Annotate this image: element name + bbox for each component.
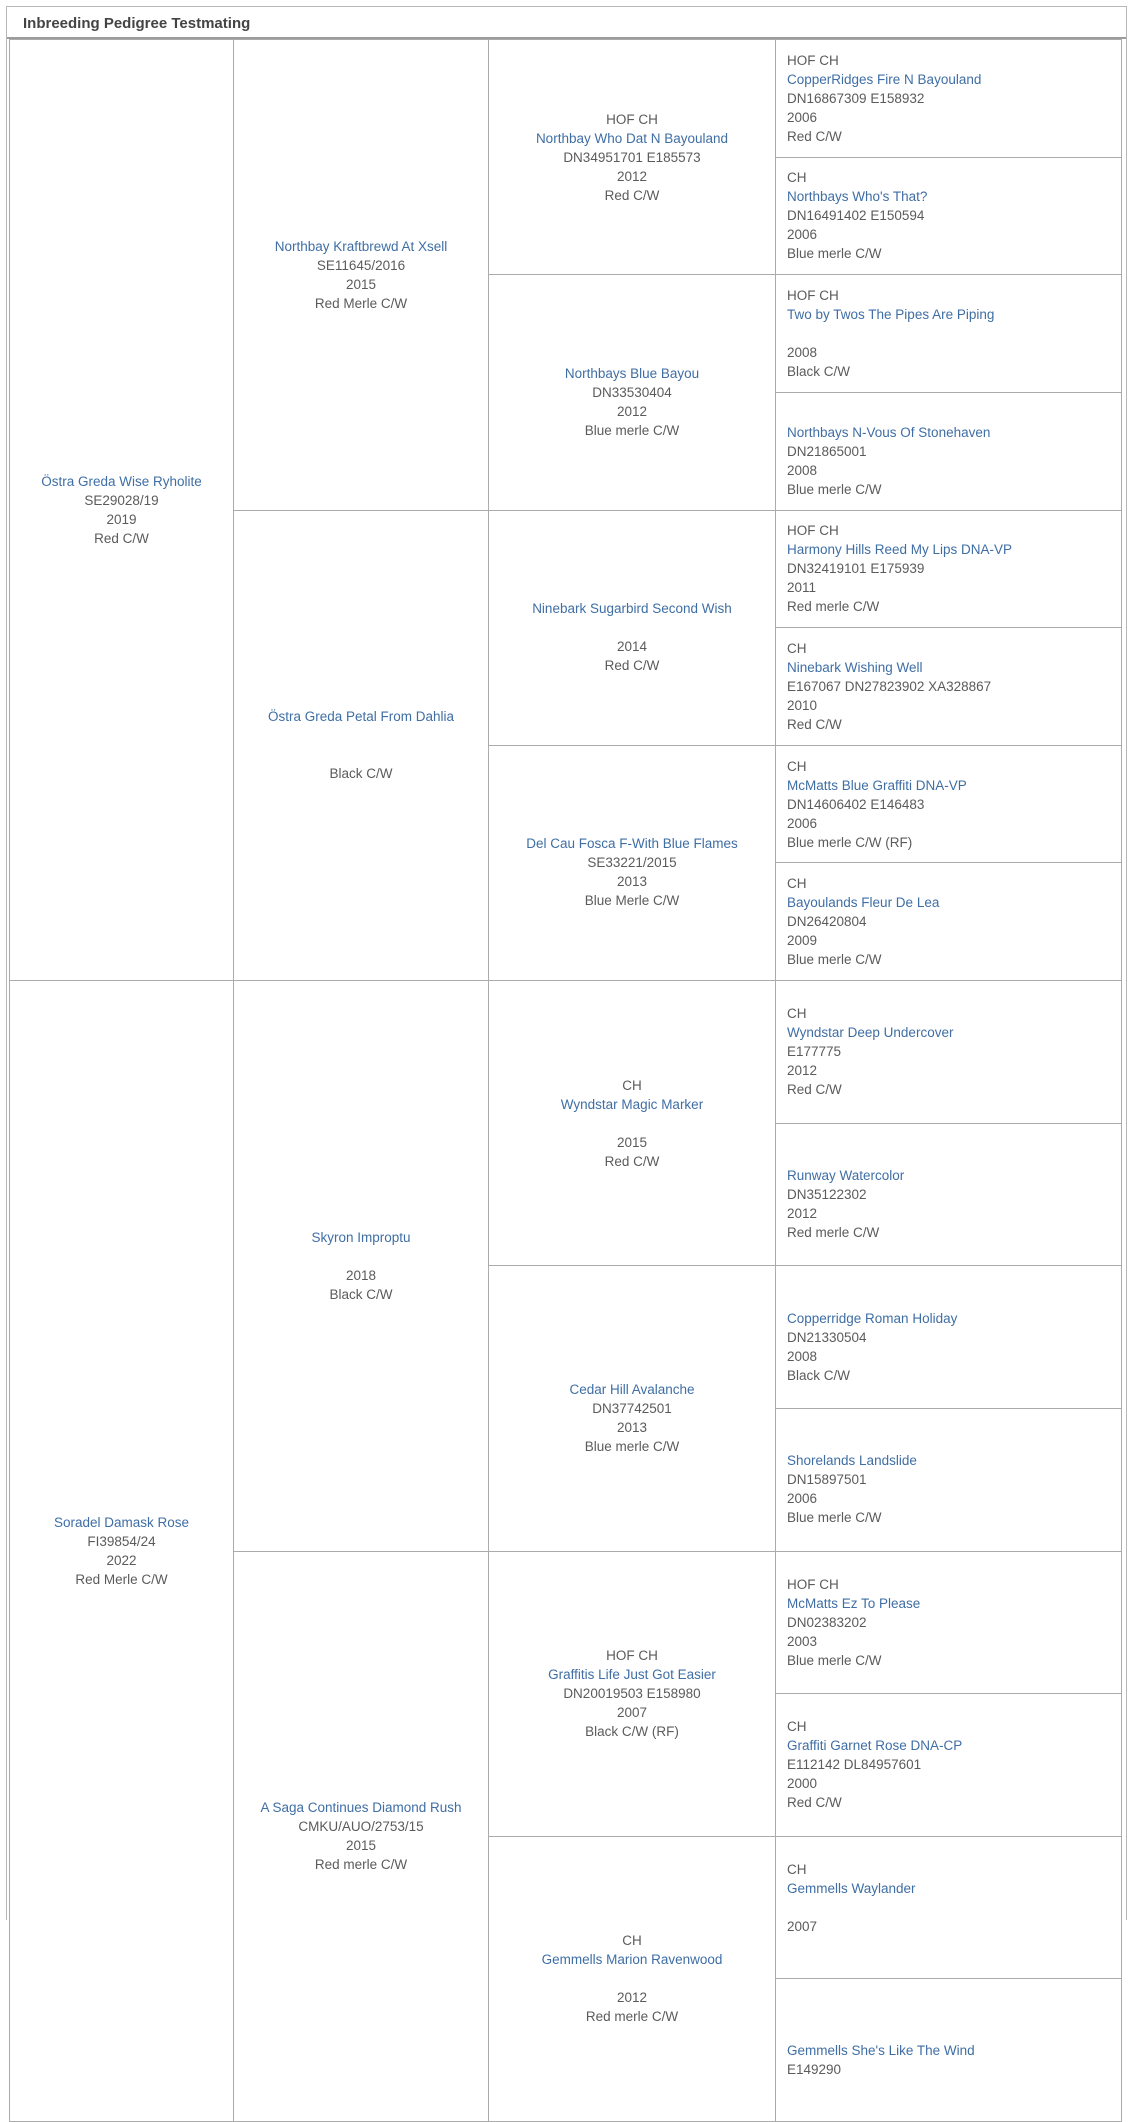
great-great-grandparent-cell (775, 392, 1122, 511)
great-great-grandparent-cell (775, 157, 1122, 276)
great-great-grandparent-cell (775, 627, 1122, 746)
dog-registration: CMKU/AUO/2753/15 (298, 1817, 423, 1836)
grandparent-cell (233, 1551, 489, 2122)
dog-title: HOF CH (606, 1646, 658, 1665)
dog-title: HOF CH (787, 51, 839, 70)
dog-color: Black C/W (329, 764, 392, 783)
dog-title: CH (787, 1717, 807, 1736)
dog-name-link[interactable]: Gemmells Marion Ravenwood (542, 1950, 723, 1969)
grandparent-cell (233, 510, 489, 982)
dog-birth-year: 2015 (346, 1836, 376, 1855)
dog-title: CH (787, 168, 807, 187)
dog-color: Blue merle C/W (787, 950, 882, 969)
dog-birth-year: 2003 (787, 1632, 817, 1651)
great-grandparent-cell (488, 980, 776, 1266)
page-title: Inbreeding Pedigree Testmating (7, 7, 1126, 39)
great-grandparent-cell (488, 274, 776, 510)
great-grandparent-cell (488, 1551, 776, 1837)
dog-registration: DN16867309 E158932 (787, 89, 924, 108)
dog-birth-year: 2015 (346, 275, 376, 294)
dog-name-link[interactable]: Runway Watercolor (787, 1166, 904, 1185)
dog-name-link[interactable]: CopperRidges Fire N Bayouland (787, 70, 981, 89)
dog-birth-year: 2008 (787, 343, 817, 362)
dog-registration: DN14606402 E146483 (787, 795, 924, 814)
dog-birth-year: 2010 (787, 696, 817, 715)
dog-name-link[interactable]: Skyron Improptu (311, 1228, 410, 1247)
dog-color: Blue merle C/W (RF) (787, 833, 912, 852)
dog-name-link[interactable]: Soradel Damask Rose (54, 1513, 189, 1532)
dog-birth-year: 2015 (617, 1133, 647, 1152)
dog-name-link[interactable]: Wyndstar Deep Undercover (787, 1023, 953, 1042)
dog-name-link[interactable]: Northbays Blue Bayou (565, 364, 699, 383)
dog-registration: E177775 (787, 1042, 841, 1061)
dog-color: Red C/W (605, 1152, 660, 1171)
dog-title: HOF CH (787, 1575, 839, 1594)
great-grandparent-cell (488, 39, 776, 275)
great-great-grandparent-cell (775, 1408, 1122, 1552)
dog-color: Red C/W (787, 715, 842, 734)
dog-registration: DN15897501 (787, 1470, 867, 1489)
grandparent-cell (233, 39, 489, 511)
dog-registration: E112142 DL84957601 (787, 1755, 921, 1774)
great-great-grandparent-cell (775, 1836, 1122, 1980)
dog-title: HOF CH (606, 110, 658, 129)
dog-birth-year: 2012 (787, 1061, 817, 1080)
dog-name-link[interactable]: Northbay Kraftbrewd At Xsell (275, 237, 448, 256)
dog-name-link[interactable]: Bayoulands Fleur De Lea (787, 893, 939, 912)
dog-name-link[interactable]: Graffitis Life Just Got Easier (548, 1665, 716, 1684)
dog-birth-year: 2013 (617, 1418, 647, 1437)
dog-birth-year: 2008 (787, 461, 817, 480)
dog-title: HOF CH (787, 521, 839, 540)
great-great-grandparent-cell (775, 39, 1122, 158)
dog-color: Black C/W (787, 362, 850, 381)
dog-birth-year: 2007 (787, 1917, 817, 1936)
great-grandparent-cell (488, 745, 776, 981)
dog-name-link[interactable]: McMatts Ez To Please (787, 1594, 920, 1613)
dog-registration: DN02383202 (787, 1613, 867, 1632)
dog-birth-year: 2000 (787, 1774, 817, 1793)
dog-name-link[interactable]: Cedar Hill Avalanche (569, 1380, 694, 1399)
dog-birth-year: 2006 (787, 814, 817, 833)
dog-registration: DN21330504 (787, 1328, 867, 1347)
dog-title: CH (787, 639, 807, 658)
dog-name-link[interactable]: Wyndstar Magic Marker (561, 1095, 703, 1114)
dog-color: Black C/W (787, 1366, 850, 1385)
parent-cell (9, 980, 234, 2122)
dog-color: Red C/W (605, 186, 660, 205)
dog-birth-year: 2013 (617, 872, 647, 891)
dog-color: Red Merle C/W (75, 1570, 167, 1589)
dog-name-link[interactable]: Copperridge Roman Holiday (787, 1309, 957, 1328)
dog-birth-year: 2011 (787, 578, 816, 597)
dog-name-link[interactable]: Northbays Who's That? (787, 187, 927, 206)
dog-color: Blue merle C/W (787, 1651, 882, 1670)
great-great-grandparent-cell (775, 274, 1122, 393)
dog-birth-year: 2006 (787, 108, 817, 127)
great-great-grandparent-cell (775, 1978, 1122, 2122)
dog-registration: E167067 DN27823902 XA328867 (787, 677, 991, 696)
dog-title: CH (787, 1860, 807, 1879)
dog-color: Blue merle C/W (585, 421, 680, 440)
dog-color: Blue Merle C/W (585, 891, 680, 910)
great-grandparent-cell (488, 510, 776, 746)
dog-registration: DN21865001 (787, 442, 867, 461)
dog-title: CH (787, 1004, 807, 1023)
great-great-grandparent-cell (775, 1123, 1122, 1267)
great-great-grandparent-cell (775, 1551, 1122, 1695)
dog-title: HOF CH (787, 286, 839, 305)
dog-color: Red merle C/W (787, 597, 879, 616)
dog-color: Red merle C/W (586, 2007, 678, 2026)
dog-birth-year: 2008 (787, 1347, 817, 1366)
dog-registration: SE33221/2015 (587, 853, 676, 872)
dog-birth-year: 2012 (787, 1204, 817, 1223)
dog-name-link[interactable]: Northbays N-Vous Of Stonehaven (787, 423, 990, 442)
dog-name-link[interactable]: Shorelands Landslide (787, 1451, 917, 1470)
dog-color: Black C/W (329, 1285, 392, 1304)
dog-registration: DN32419101 E175939 (787, 559, 924, 578)
dog-registration: DN34951701 E185573 (563, 148, 700, 167)
dog-color: Black C/W (RF) (585, 1722, 679, 1741)
dog-color: Red merle C/W (787, 1223, 879, 1242)
great-grandparent-cell (488, 1836, 776, 2122)
great-great-grandparent-cell (775, 1265, 1122, 1409)
dog-color: Red merle C/W (315, 1855, 407, 1874)
dog-registration: DN33530404 (592, 383, 672, 402)
dog-birth-year: 2014 (617, 637, 647, 656)
pedigree-panel (6, 6, 1127, 1920)
dog-registration: DN37742501 (592, 1399, 672, 1418)
dog-name-link[interactable]: Two by Twos The Pipes Are Piping (787, 305, 994, 324)
dog-name-link[interactable]: Gemmells She's Like The Wind (787, 2041, 975, 2060)
dog-name-link[interactable]: McMatts Blue Graffiti DNA-VP (787, 776, 967, 795)
dog-color: Blue merle C/W (585, 1437, 680, 1456)
dog-name-link[interactable]: Ninebark Sugarbird Second Wish (532, 599, 732, 618)
great-great-grandparent-cell (775, 510, 1122, 629)
dog-birth-year: 2006 (787, 225, 817, 244)
dog-color: Blue merle C/W (787, 244, 882, 263)
dog-registration: DN20019503 E158980 (563, 1684, 700, 1703)
dog-registration: SE29028/19 (84, 491, 158, 510)
dog-title: CH (787, 757, 807, 776)
dog-color: Red C/W (787, 1793, 842, 1812)
dog-color: Blue merle C/W (787, 480, 882, 499)
dog-birth-year: 2012 (617, 1988, 647, 2007)
great-great-grandparent-cell (775, 980, 1122, 1124)
dog-title: CH (622, 1931, 642, 1950)
great-great-grandparent-cell (775, 862, 1122, 981)
dog-name-link[interactable]: Graffiti Garnet Rose DNA-CP (787, 1736, 962, 1755)
dog-name-link[interactable]: Ninebark Wishing Well (787, 658, 923, 677)
dog-registration: SE11645/2016 (317, 256, 405, 275)
dog-name-link[interactable]: A Saga Continues Diamond Rush (260, 1798, 461, 1817)
dog-color: Red C/W (787, 1080, 842, 1099)
dog-color: Red Merle C/W (315, 294, 407, 313)
dog-color: Blue merle C/W (787, 1508, 882, 1527)
dog-birth-year: 2012 (617, 402, 647, 421)
parent-cell (9, 39, 234, 981)
dog-title: CH (622, 1076, 642, 1095)
dog-title: CH (787, 874, 807, 893)
dog-name-link[interactable]: Harmony Hills Reed My Lips DNA-VP (787, 540, 1012, 559)
dog-registration: DN35122302 (787, 1185, 867, 1204)
dog-birth-year: 2012 (617, 167, 647, 186)
dog-birth-year: 2007 (617, 1703, 647, 1722)
dog-name-link[interactable]: Northbay Who Dat N Bayouland (536, 129, 728, 148)
dog-birth-year: 2019 (106, 510, 136, 529)
dog-color: Red C/W (605, 656, 660, 675)
dog-color: Red C/W (94, 529, 149, 548)
great-grandparent-cell (488, 1265, 776, 1551)
dog-color: Red C/W (787, 127, 842, 146)
dog-name-link[interactable]: Del Cau Fosca F-With Blue Flames (526, 834, 738, 853)
dog-name-link[interactable]: Gemmells Waylander (787, 1879, 916, 1898)
dog-registration: DN26420804 (787, 912, 867, 931)
dog-registration: DN16491402 E150594 (787, 206, 924, 225)
great-great-grandparent-cell (775, 745, 1122, 864)
grandparent-cell (233, 980, 489, 1552)
dog-registration: E149290 (787, 2060, 841, 2079)
dog-birth-year: 2018 (346, 1266, 376, 1285)
dog-name-link[interactable]: Östra Greda Wise Ryholite (41, 472, 202, 491)
dog-birth-year: 2022 (106, 1551, 136, 1570)
dog-registration: FI39854/24 (87, 1532, 155, 1551)
dog-name-link[interactable]: Östra Greda Petal From Dahlia (268, 707, 454, 726)
dog-birth-year: 2006 (787, 1489, 817, 1508)
dog-birth-year: 2009 (787, 931, 817, 950)
great-great-grandparent-cell (775, 1693, 1122, 1837)
